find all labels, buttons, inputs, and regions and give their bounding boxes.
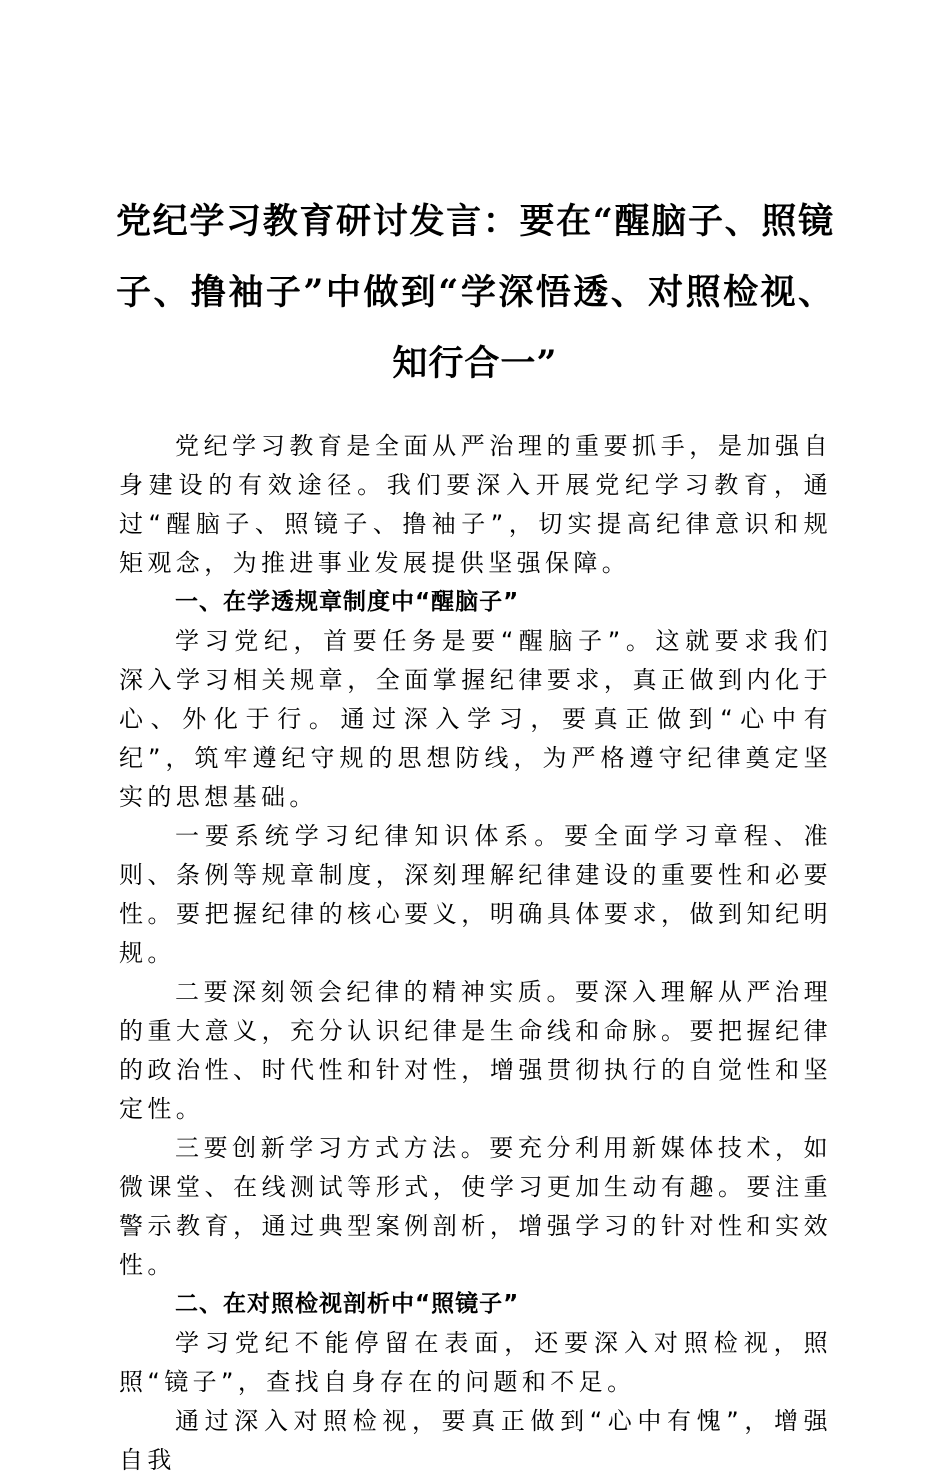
intro-paragraph: 党纪学习教育是全面从严治理的重要抓手，是加强自身建设的有效途径。我们要深入开展党纪学习教育，通过“醒脑子、照镜子、撸袖子”，切实提高纪律意识和规矩观念，为推进事业发展提供坚强保障。: [119, 432, 832, 577]
section-1-paragraph-4: 三要创新学习方式方法。要充分利用新媒体技术，如微课堂、在线测试等形式，使学习更加生动有趣。要注重警示教育，通过典型案例剖析，增强学习的针对性和实效性。: [119, 1134, 832, 1279]
document-body: [119, 427, 832, 1480]
section-1-paragraph-1: 学习党纪，首要任务是要“醒脑子”。这就要求我们深入学习相关规章，全面掌握纪律要求，真正做到内化于心、外化于行。通过深入学习，要真正做到“心中有纪”，筑牢遵纪守规的思想防线，为严格遵守纪律奠定坚实的思想基础。: [119, 627, 832, 811]
section-2-paragraph-2: 通过深入对照检视，要真正做到“心中有愧”，增强自我: [119, 1407, 832, 1474]
section-2-heading: 二、在对照检视剖析中“照镜子”: [175, 1291, 520, 1317]
section-2-paragraph-1: 学习党纪不能停留在表面，还要深入对照检视，照照“镜子”，查找自身存在的问题和不足。: [119, 1329, 832, 1396]
section-1-paragraph-2: 一要系统学习纪律知识体系。要全面学习章程、准则、条例等规章制度，深刻理解纪律建设的重要性和必要性。要把握纪律的核心要义，明确具体要求，做到知纪明规。: [119, 822, 832, 967]
document-title: 党纪学习教育研讨发言：要在“醒脑子、照镜子、撸袖子”中做到“学深悟透、对照检视、知行合一”: [116, 201, 834, 384]
section-1-heading: 一、在学透规章制度中“醒脑子”: [175, 589, 520, 615]
section-1-paragraph-3: 二要深刻领会纪律的精神实质。要深入理解从严治理的重大意义，充分认识纪律是生命线和命脉。要把握纪律的政治性、时代性和针对性，增强贯彻执行的自觉性和坚定性。: [119, 978, 832, 1123]
